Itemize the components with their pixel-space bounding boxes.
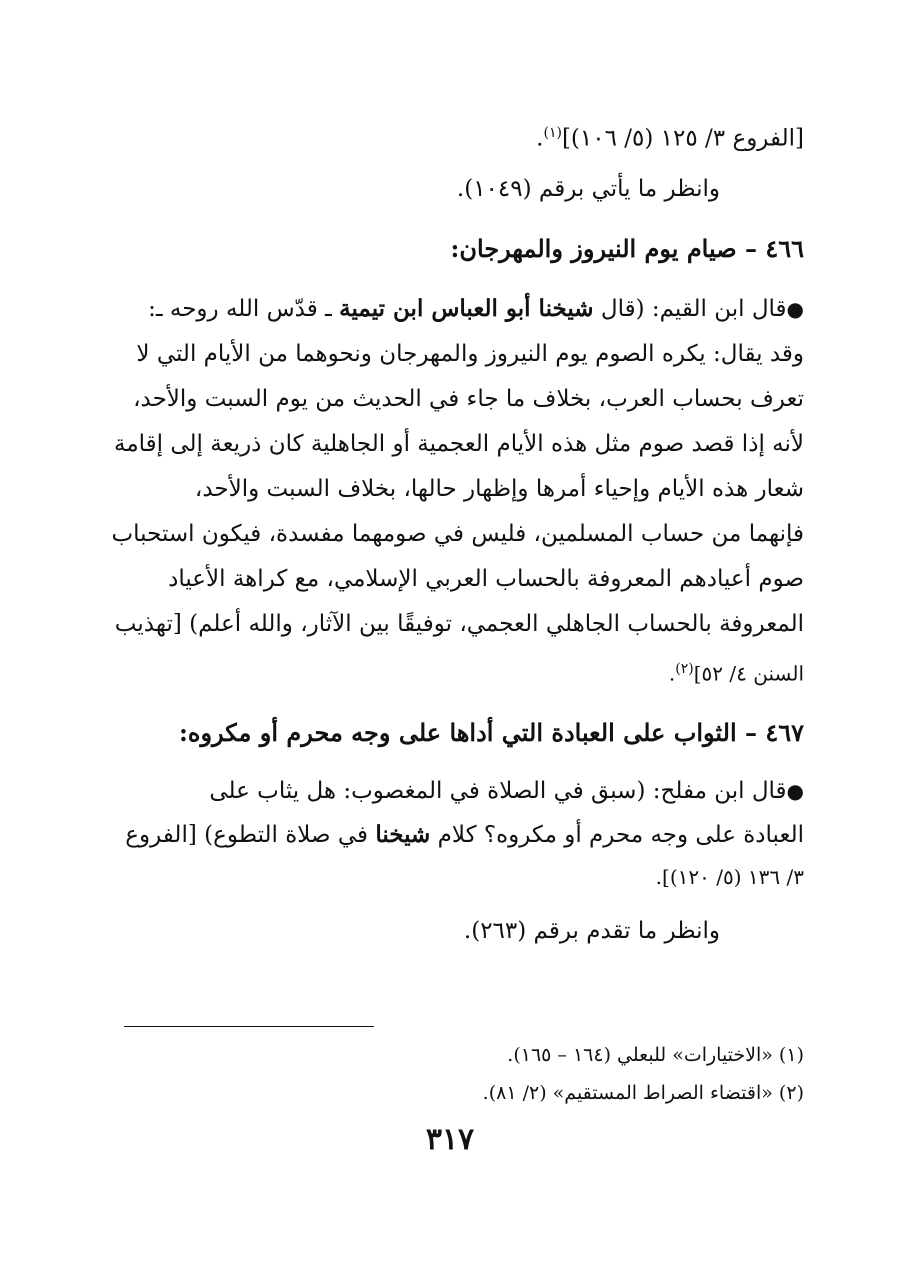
footnote-separator	[124, 1026, 374, 1027]
honorific-text: ـ قدّس الله روحه ـ:	[148, 296, 332, 322]
sheikh-name: شيخنا	[375, 821, 431, 848]
reference-line	[104, 112, 804, 160]
body-text: في صلاة التطوع) [الفروع	[125, 822, 368, 848]
footnote-1: (١) «الاختيارات» للبعلي (١٦٤ – ١٦٥).	[507, 1044, 804, 1066]
quote-text: قال ابن مفلح: (سبق في الصلاة في المغصوب: هل يثاب على	[209, 778, 787, 804]
footnote-marker[interactable]: (١)	[543, 125, 562, 141]
section-heading-466: ٤٦٦ – صيام يوم النيروز والمهرجان:	[450, 234, 804, 263]
body-line: لأنه إذا قصد صوم مثل هذه الأيام العجمية أو الجاهلية كان ذريعة إلى إقامة	[114, 431, 804, 457]
quote-intro-text: قال ابن القيم: (قال	[600, 296, 787, 322]
body-line: شعار هذه الأيام وإحياء أمرها وإظهار حالها، بخلاف السبت والأحد،	[194, 476, 804, 502]
body-line: وقد يقال: يكره الصوم يوم النيروز والمهرجان ونحوهما من الأيام التي لا	[136, 341, 804, 367]
bullet-icon: ●	[786, 297, 804, 321]
citation-line: ٣/ ١٣٦ (٥/ ١٢٠)].	[655, 865, 804, 889]
body-line: فإنهما من حساب المسلمين، فليس في صومهما مفسدة، فيكون استحباب	[111, 521, 804, 547]
sheikh-name: شيخنا أبو العباس ابن تيمية	[339, 295, 594, 322]
page-number: ٣١٧	[425, 1122, 475, 1157]
bullet-icon: ●	[786, 779, 804, 803]
body-text: العبادة على وجه محرم أو مكروه؟ كلام	[437, 822, 804, 848]
footnote-2: (٢) «اقتضاء الصراط المستقيم» (٢/ ٨١).	[482, 1082, 804, 1104]
reference-text: [الفروع ٣/ ١٢٥ (٥/ ١٠٦)]	[561, 125, 804, 152]
see-also-line: وانظر ما يأتي برقم (١٠٤٩).	[456, 176, 720, 202]
body-line: تعرف بحساب العرب، بخلاف ما جاء في الحديث من يوم السبت والأحد،	[133, 386, 804, 412]
citation-line	[104, 648, 804, 695]
punctuation: .	[668, 661, 676, 686]
quote-intro-line	[104, 288, 804, 330]
body-line: صوم أعيادهم المعروفة بالحساب العربي الإسلامي، مع كراهة الأعياد	[168, 566, 804, 592]
body-line: المعروفة بالحساب الجاهلي العجمي، توفيقًا بين الآثار، والله أعلم) [تهذيب	[114, 611, 804, 637]
footnote-marker[interactable]: (٢)	[675, 661, 694, 677]
punctuation: .	[536, 125, 544, 152]
citation-text: السنن ٤/ ٥٢]	[693, 661, 804, 686]
quote-intro-line	[104, 770, 804, 812]
see-also-line: وانظر ما تقدم برقم (٢٦٣).	[463, 918, 720, 944]
section-heading-467: ٤٦٧ – الثواب على العبادة التي أداها على وجه محرم أو مكروه:	[179, 718, 804, 747]
body-line	[104, 814, 804, 856]
